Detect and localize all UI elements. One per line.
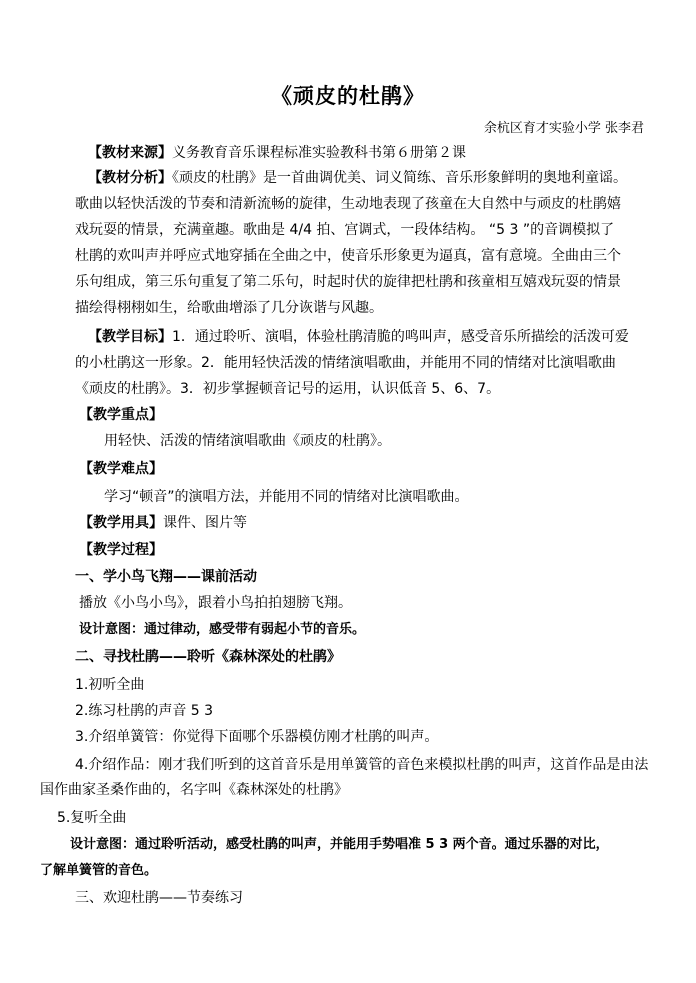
section-1-heading: 一、学小鸟飞翔——课前活动	[75, 569, 257, 585]
key-label: 【教学重点】	[79, 407, 163, 423]
goals-line-1	[88, 327, 678, 347]
author-line: 余杭区育才实验小学 张李君	[483, 121, 644, 136]
section-1-text: 播放《小鸟小鸟》，跟着小鸟拍拍翅膀飞翔。	[79, 595, 352, 611]
section-3-heading: 三、欢迎杜鹃——节奏练习	[75, 890, 243, 906]
goals-line-2: 的小杜鹃这一形象。2．能用轻快活泼的情绪演唱歌曲，并能用不同的情绪对比演唱歌曲	[75, 355, 616, 371]
source-line	[88, 143, 678, 163]
document-title: 《顽皮的杜鹃》	[271, 84, 425, 108]
goals-line-3: 《顽皮的杜鹃》。3．初步掌握顿音记号的运用，认识低音 5、6、7。	[75, 381, 501, 397]
section-2-item-5: 5.复听全曲	[57, 810, 127, 826]
goals-text-1: 1．通过聆听、演唱，体验杜鹃清脆的鸣叫声，感受音乐所描绘的活泼可爱	[172, 329, 629, 345]
section-2-item-3: 3.介绍单簧管：你觉得下面哪个乐器模仿刚才杜鹃的叫声。	[75, 729, 439, 745]
section-2-item-2: 2.练习杜鹃的声音 5 3	[75, 703, 214, 719]
analysis-line-4: 杜鹃的欢叫声并呼应式地穿插在全曲之中，使音乐形象更为逼真，富有意境。全曲由三个	[75, 248, 621, 264]
section-2-item-4-line-1: 4.介绍作品：刚才我们听到的这首音乐是用单簧管的音色来模拟杜鹃的叫声，这首作品是由法	[75, 757, 649, 773]
analysis-line-2: 歌曲以轻快活泼的节奏和清新流畅的旋律，生动地表现了孩童在大自然中与顽皮的杜鹃嬉	[75, 196, 621, 212]
analysis-line-5: 乐句组成，第三乐句重复了第二乐句，时起时伏的旋律把杜鹃和孩童相互嬉戏玩耍的情景	[75, 274, 621, 290]
analysis-label: 【教材分析】	[88, 170, 172, 186]
analysis-text-1: 《顽皮的杜鹃》是一首曲调优美、词义简练、音乐形象鲜明的奥地利童谣。	[172, 170, 627, 186]
section-2-design-line-2: 了解单簧管的音色。	[40, 863, 158, 878]
analysis-line-1	[88, 168, 678, 188]
difficulty-label: 【教学难点】	[79, 461, 163, 477]
analysis-line-3: 戏玩耍的情景，充满童趣。歌曲是 4/4 拍、宫调式，一段体结构。 “5 3 ”的音调模拟了	[75, 222, 615, 238]
section-2-heading: 二、寻找杜鹃——聆听《森林深处的杜鹃》	[75, 649, 341, 665]
tools-line	[79, 513, 669, 533]
analysis-line-6: 描绘得栩栩如生，给歌曲增添了几分诙谐与风趣。	[75, 300, 383, 316]
source-text: 义务教育音乐课程标准实验教科书第６册第２课	[172, 145, 466, 161]
goals-label: 【教学目标】	[88, 329, 172, 345]
section-1-design: 设计意图：通过律动，感受带有弱起小节的音乐。	[79, 622, 366, 637]
section-2-item-4-line-2: 国作曲家圣桑作曲的，名字叫《森林深处的杜鹃》	[40, 782, 348, 798]
section-2-design-line-1: 设计意图：通过聆听活动，感受杜鹃的叫声，并能用手势唱准 5 3 两个音。通过乐器的对比，	[70, 837, 609, 852]
key-text: 用轻快、活泼的情绪演唱歌曲《顽皮的杜鹃》。	[104, 433, 391, 449]
tools-text: 课件、图片等	[163, 515, 247, 531]
section-2-item-1: 1.初听全曲	[75, 677, 145, 693]
source-label: 【教材来源】	[88, 145, 172, 161]
process-label: 【教学过程】	[79, 542, 163, 558]
difficulty-text: 学习“顿音”的演唱方法，并能用不同的情绪对比演唱歌曲。	[104, 489, 469, 505]
tools-label: 【教学用具】	[79, 515, 163, 531]
